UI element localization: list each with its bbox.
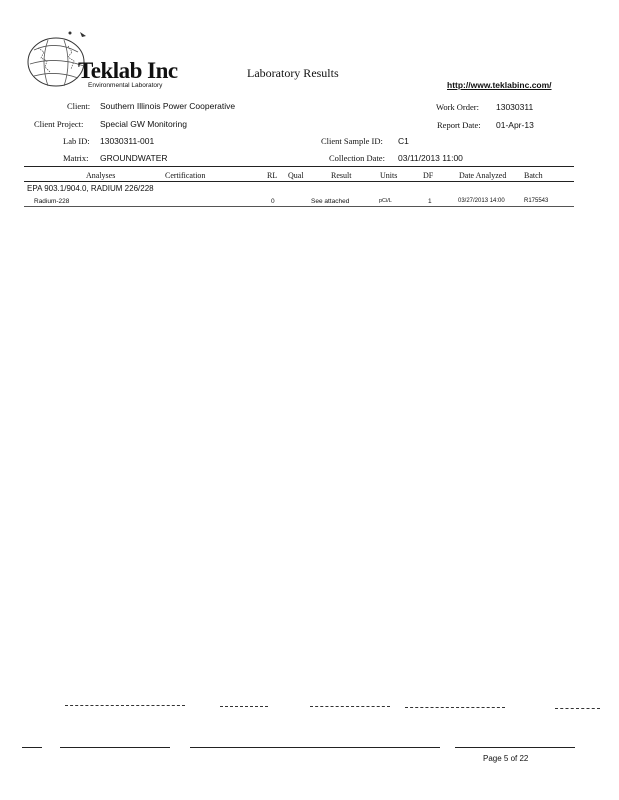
collection-date-label: Collection Date: xyxy=(329,153,385,163)
client-sample-id-label: Client Sample ID: xyxy=(321,136,383,146)
footer-rule-7 xyxy=(60,747,170,748)
work-order-label: Work Order: xyxy=(436,102,479,112)
method-heading: EPA 903.1/904.0, RADIUM 226/228 xyxy=(27,184,154,193)
column-header-qual: Qual xyxy=(288,171,304,180)
table-header-rule xyxy=(24,181,574,182)
row-underline xyxy=(24,206,574,207)
column-header-units: Units xyxy=(380,171,398,180)
client-value: Southern Illinois Power Cooperative xyxy=(100,101,236,111)
lab-id-value: 13030311-001 xyxy=(100,136,155,146)
column-header-date-analyzed: Date Analyzed xyxy=(459,171,507,180)
client-project-label: Client Project: xyxy=(34,119,84,129)
client-label: Client: xyxy=(67,101,91,111)
company-logo xyxy=(18,28,178,98)
column-header-certification: Certification xyxy=(165,171,206,180)
matrix-label: Matrix: xyxy=(63,153,89,163)
collection-date-value: 03/11/2013 11:00 xyxy=(398,153,463,163)
column-header-result: Result xyxy=(331,171,352,180)
table-top-rule xyxy=(24,166,574,167)
footer-rule-6 xyxy=(22,747,42,748)
cell-units: pCi/L xyxy=(379,198,392,204)
report-date-value: 01-Apr-13 xyxy=(496,120,534,130)
footer-rule-5 xyxy=(555,708,600,709)
client-sample-id-value: C1 xyxy=(398,136,409,146)
column-header-rl: RL xyxy=(267,171,278,180)
footer-rule-1 xyxy=(65,705,185,706)
lab-id-label: Lab ID: xyxy=(63,136,90,146)
report-date-label: Report Date: xyxy=(437,120,481,130)
page-number: Page 5 of 22 xyxy=(483,754,529,763)
column-header-batch: Batch xyxy=(524,171,543,180)
cell-batch: R175543 xyxy=(524,198,549,204)
cell-date-analyzed: 03/27/2013 14:00 xyxy=(458,198,505,204)
cell-df: 1 xyxy=(428,198,432,205)
client-project-value: Special GW Monitoring xyxy=(100,119,187,129)
cell-result: See attached xyxy=(311,198,350,205)
cell-rl: 0 xyxy=(271,198,275,205)
work-order-value: 13030311 xyxy=(496,102,534,112)
company-url: http://www.teklabinc.com/ xyxy=(447,80,552,90)
footer-rule-4 xyxy=(405,707,505,708)
footer-rule-8 xyxy=(190,747,440,748)
cell-analyte: Radium-228 xyxy=(34,198,70,205)
company-name: Teklab Inc xyxy=(78,58,178,83)
footer-rule-2 xyxy=(220,706,268,707)
footer-rule-3 xyxy=(310,706,390,707)
report-title: Laboratory Results xyxy=(247,66,339,80)
column-header-analyses: Analyses xyxy=(86,171,116,180)
footer-rule-9 xyxy=(455,747,575,748)
matrix-value: GROUNDWATER xyxy=(100,153,168,163)
company-subtitle: Environmental Laboratory xyxy=(88,82,163,89)
column-header-df: DF xyxy=(423,171,434,180)
